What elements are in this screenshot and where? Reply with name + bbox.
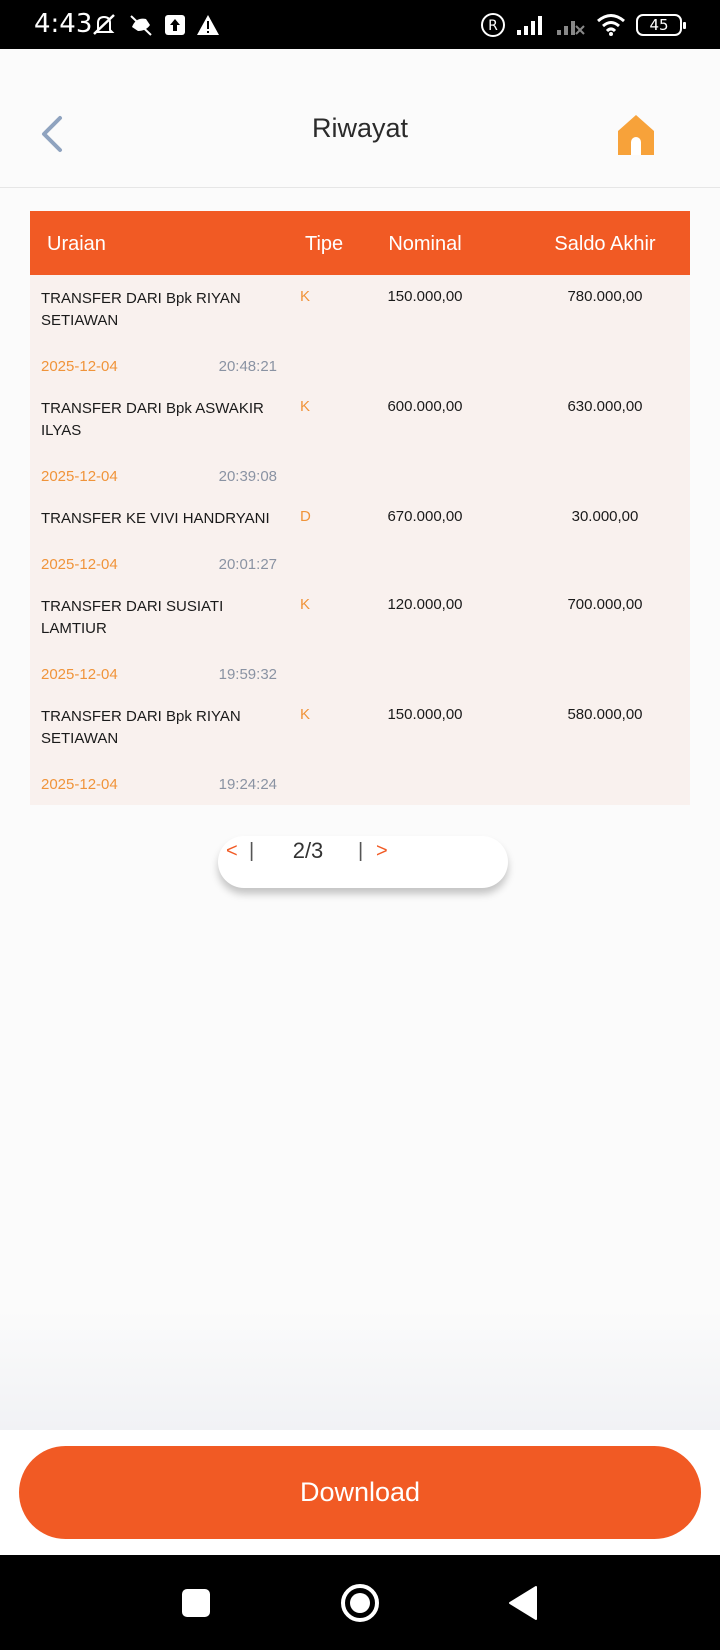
download-button[interactable]: Download xyxy=(19,1446,701,1539)
row-date: 2025-12-04 xyxy=(41,358,118,375)
table-row[interactable] xyxy=(30,583,690,693)
row-description: TRANSFER DARI Bpk ASWAKIR ILYAS xyxy=(41,400,264,439)
wifi-icon xyxy=(596,13,626,37)
row-time: 20:01:27 xyxy=(218,556,277,573)
row-type: K xyxy=(300,706,311,723)
header-nominal: Nominal xyxy=(388,233,462,255)
row-date: 2025-12-04 xyxy=(41,776,118,793)
warning-icon xyxy=(196,14,220,36)
row-nominal: 150.000,00 xyxy=(387,706,463,723)
svg-text:R: R xyxy=(488,18,498,34)
table-row[interactable] xyxy=(30,275,690,385)
system-nav-bar xyxy=(0,1555,720,1650)
row-saldo: 630.000,00 xyxy=(567,398,643,415)
row-saldo: 780.000,00 xyxy=(567,288,643,305)
back-nav-icon[interactable] xyxy=(508,1585,538,1621)
notification-off-icon xyxy=(128,13,154,37)
row-date: 2025-12-04 xyxy=(41,468,118,485)
row-time: 20:39:08 xyxy=(218,468,277,485)
recents-icon[interactable] xyxy=(181,1588,211,1618)
row-description: TRANSFER KE VIVI HANDRYANI xyxy=(41,510,270,527)
pagination xyxy=(218,836,508,888)
row-description: TRANSFER DARI Bpk RIYAN SETIAWAN xyxy=(41,290,241,329)
mute-icon xyxy=(90,12,118,38)
row-type: K xyxy=(300,398,311,415)
table-row[interactable] xyxy=(30,495,690,583)
home-button[interactable] xyxy=(614,111,658,159)
row-type: K xyxy=(300,288,311,305)
header-uraian: Uraian xyxy=(47,233,106,255)
bottom-fade xyxy=(0,1310,720,1430)
battery-icon: 45 xyxy=(636,14,682,36)
status-bar xyxy=(0,0,720,49)
header-tipe: Tipe xyxy=(305,233,344,255)
home-nav-icon[interactable] xyxy=(340,1583,380,1623)
registered-icon xyxy=(480,12,506,38)
page-indicator: 2/3 xyxy=(292,838,324,863)
row-date: 2025-12-04 xyxy=(41,666,118,683)
row-nominal: 600.000,00 xyxy=(387,398,463,415)
row-saldo: 700.000,00 xyxy=(567,596,643,613)
pagination-separator: | xyxy=(249,840,255,862)
bottom-panel xyxy=(0,1430,720,1555)
row-type: K xyxy=(300,596,311,613)
row-saldo: 580.000,00 xyxy=(567,706,643,723)
prev-page-button[interactable]: < xyxy=(226,840,238,862)
row-time: 20:48:21 xyxy=(218,358,277,375)
row-saldo: 30.000,00 xyxy=(571,508,639,525)
row-date: 2025-12-04 xyxy=(41,556,118,573)
pagination-separator: | xyxy=(358,840,364,862)
status-icons-right xyxy=(480,12,682,38)
row-description: TRANSFER DARI SUSIATI LAMTIUR xyxy=(41,598,224,637)
signal-no-data-icon xyxy=(556,14,586,36)
status-icons-left xyxy=(90,12,220,38)
row-description: TRANSFER DARI Bpk RIYAN SETIAWAN xyxy=(41,708,241,747)
upload-icon xyxy=(164,14,186,36)
table-row[interactable] xyxy=(30,385,690,495)
row-nominal: 670.000,00 xyxy=(387,508,463,525)
next-page-button[interactable]: > xyxy=(376,840,388,862)
history-table xyxy=(30,211,690,805)
header-saldo: Saldo Akhir xyxy=(554,233,656,255)
table-header xyxy=(30,211,690,275)
home-icon xyxy=(614,111,658,159)
row-time: 19:24:24 xyxy=(218,776,277,793)
signal-icon xyxy=(516,14,546,36)
status-time: 4:43 xyxy=(34,9,93,39)
app-header xyxy=(0,49,720,188)
row-nominal: 120.000,00 xyxy=(387,596,463,613)
row-time: 19:59:32 xyxy=(218,666,277,683)
row-nominal: 150.000,00 xyxy=(387,288,463,305)
page-title: Riwayat xyxy=(311,113,409,143)
row-type: D xyxy=(300,508,311,525)
table-row[interactable] xyxy=(30,693,690,803)
